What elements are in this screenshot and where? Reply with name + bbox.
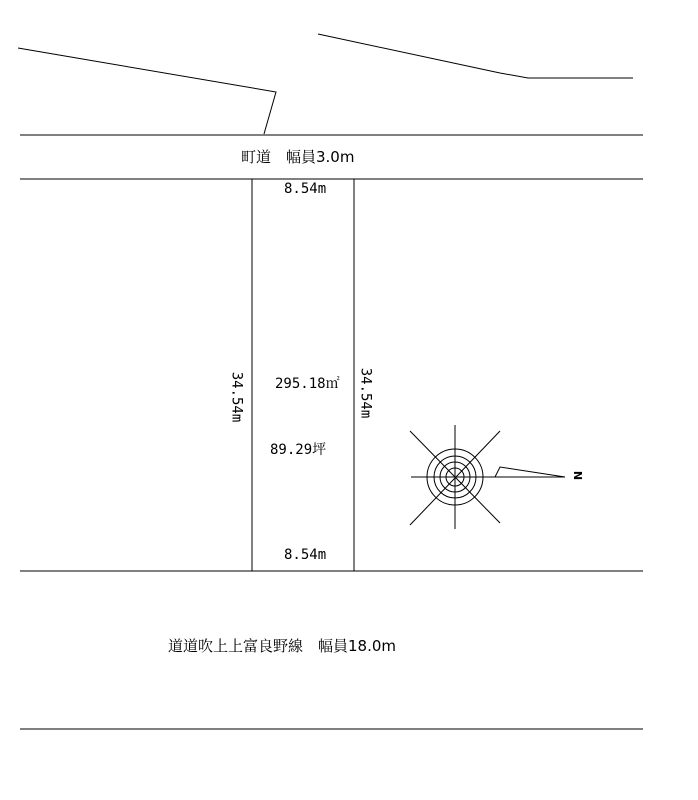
neighbor-boundary-right (318, 34, 633, 78)
north-arrow-icon (495, 467, 565, 477)
compass-rose-icon (410, 425, 565, 529)
lot-bottom-width: 8.54m (284, 547, 327, 563)
north-road-label: 町道 幅員3.0m (241, 148, 355, 166)
lot-left-depth: 34.54m (228, 371, 245, 423)
lot-area-square-meters: 295.18㎡ (275, 376, 340, 392)
compass-north-label: N (571, 470, 585, 481)
south-road-label: 道道吹上上富良野線 幅員18.0m (168, 637, 397, 655)
lot-right-depth: 34.54m (357, 367, 374, 419)
lot-top-width: 8.54m (284, 181, 327, 197)
neighbor-boundary-left (18, 48, 276, 134)
lot-area-tsubo: 89.29坪 (270, 442, 327, 458)
